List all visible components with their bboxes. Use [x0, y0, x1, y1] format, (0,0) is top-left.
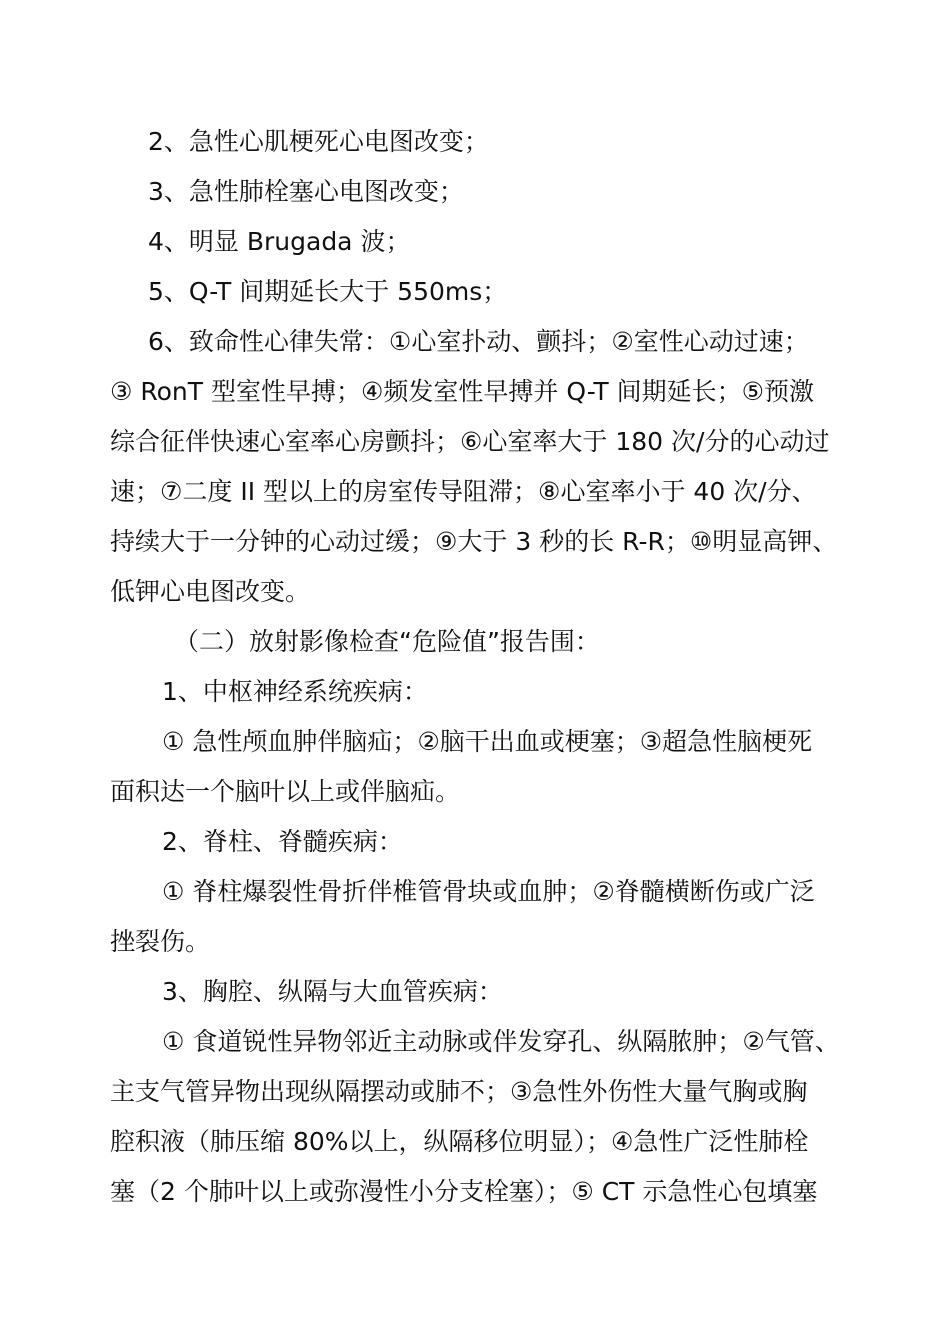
item-fatal-arrhythmia: 6、致命性心律失常：①心室扑动、颤抖；②室性心动过速； [148, 327, 809, 356]
item-fatal-arrhythmia-line-3: 综合征伴快速心室率心房颤抖；⑥心室率大于 180 次/分的心动过 [110, 427, 830, 456]
item-spine-detail: ① 脊柱爆裂性骨折伴椎管骨块或血肿；②脊髓横断伤或广泛 [162, 877, 815, 906]
item-acute-mi-ecg: 2、急性心肌梗死心电图改变； [148, 127, 489, 156]
item-fatal-arrhythmia-line-5: 持续大于一分钟的心动过缓；⑨大于 3 秒的长 R-R；⑩明显高钾、 [110, 527, 838, 556]
item-cns-detail: ① 急性颅血肿伴脑疝；②脑干出血或梗塞；③超急性脑梗死 [162, 727, 813, 756]
item-spine-disease: 2、脊柱、脊髓疾病： [162, 827, 403, 856]
item-qt-prolongation: 5、Q-T 间期延长大于 550ms； [148, 277, 508, 306]
item-acute-pe-ecg: 3、急性肺栓塞心电图改变； [148, 177, 464, 206]
item-cns-detail-line-2: 面积达一个脑叶以上或伴脑疝。 [110, 777, 461, 806]
section-heading-radiology: （二）放射影像检查“危险值”报告围： [174, 627, 600, 656]
item-fatal-arrhythmia-line-6: 低钾心电图改变。 [110, 577, 311, 606]
item-chest-detail-line-2: 主支气管异物出现纵隔摆动或肺不；③急性外伤性大量气胸或胸 [110, 1077, 808, 1106]
item-fatal-arrhythmia-line-4: 速；⑦二度 II 型以上的房室传导阻滞；⑧心室率小于 40 次/分、 [110, 477, 817, 506]
item-cns-disease: 1、中枢神经系统疾病： [162, 677, 428, 706]
item-brugada-wave: 4、明显 Brugada 波； [148, 227, 411, 256]
item-spine-detail-line-2: 挫裂伤。 [110, 927, 211, 956]
item-fatal-arrhythmia-line-2: ③ RonT 型室性早搏；④频发室性早搏并 Q-T 间期延长；⑤预激 [110, 377, 815, 406]
item-chest-detail: ① 食道锐性异物邻近主动脉或伴发穿孔、纵隔脓肿；②气管、 [162, 1027, 840, 1056]
document-body [110, 117, 860, 1217]
item-chest-detail-line-3: 腔积液（肺压缩 80%以上，纵隔移位明显）；④急性广泛性肺栓 [110, 1127, 809, 1156]
item-chest-detail-line-4: 塞（2 个肺叶以上或弥漫性小分支栓塞）；⑤ CT 示急性心包填塞 [110, 1177, 818, 1206]
item-chest-disease: 3、胸腔、纵隔与大血管疾病： [162, 977, 503, 1006]
